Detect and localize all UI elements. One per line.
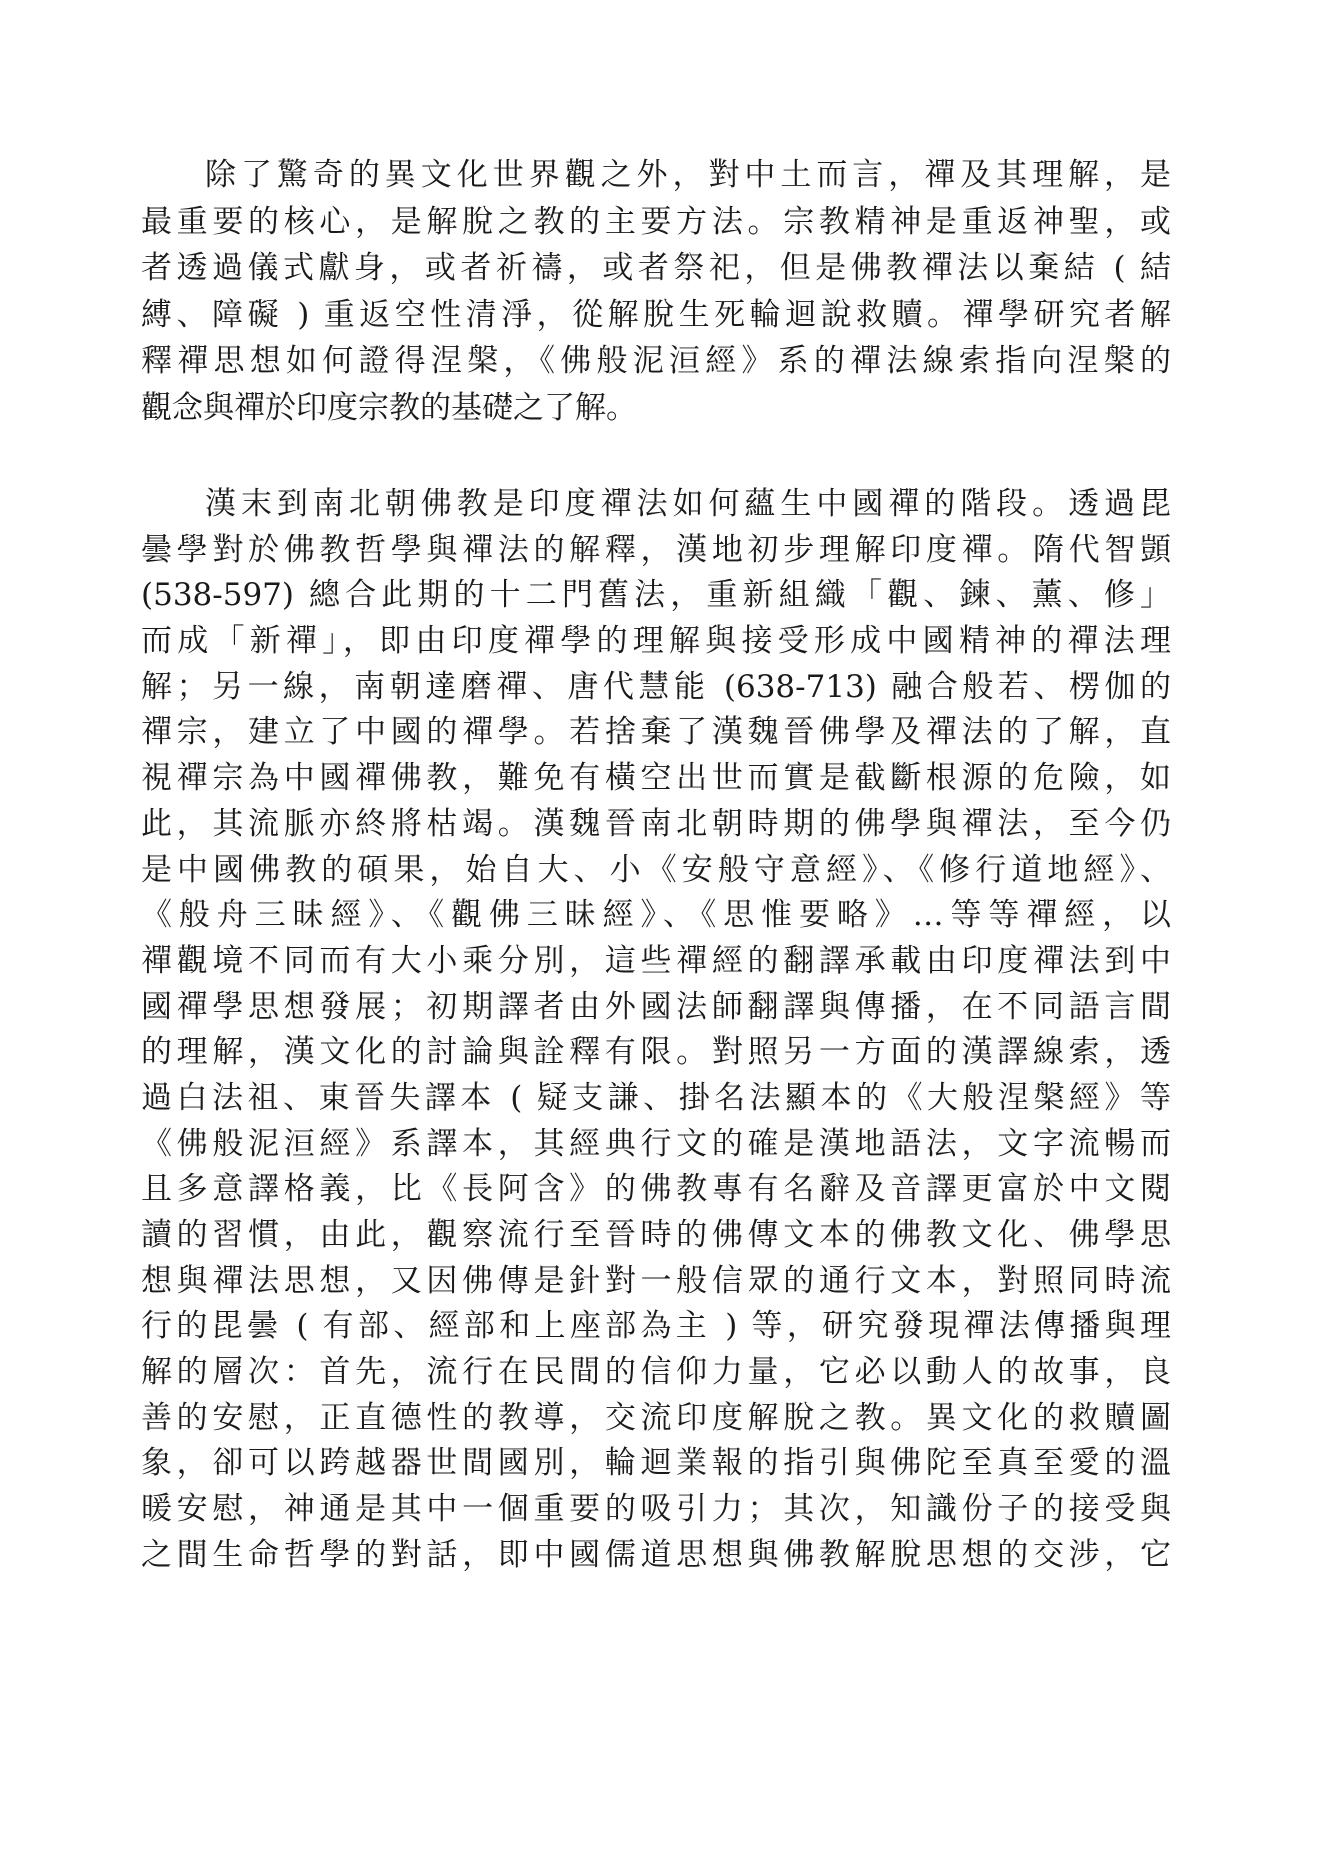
text-line: 是中國佛教的碩果，始自大、小《安般守意經》、《修行道地經》、 xyxy=(141,851,1171,888)
text-line: 禪宗，建立了中國的禪學。若捨棄了漢魏晉佛學及禪法的了解，直 xyxy=(141,714,1171,751)
text-line: 暖安慰，神通是其中一個重要的吸引力；其次，知識份子的接受與 xyxy=(141,1491,1171,1528)
text-line: 《佛般泥洹經》系譯本，其經典行文的確是漢地語法，文字流暢而 xyxy=(141,1125,1171,1162)
text-line: 國禪學思想發展；初期譯者由外國法師翻譯與傳播，在不同語言間 xyxy=(141,988,1171,1025)
text-line: 最重要的核心，是解脫之教的主要方法。宗教精神是重返神聖，或 xyxy=(141,203,1171,240)
text-line: 善的安慰，正直德性的教導，交流印度解脫之教。異文化的救贖圖 xyxy=(141,1399,1171,1436)
text-line: 的理解，漢文化的討論與詮釋有限。對照另一方面的漢譯線索，透 xyxy=(141,1034,1171,1071)
text-line: 曇學對於佛教哲學與禪法的解釋，漢地初步理解印度禪。隋代智顗 xyxy=(141,531,1171,568)
text-line: 者透過儀式獻身，或者祈禱，或者祭祀，但是佛教禪法以棄結 ( 結 xyxy=(141,250,1171,286)
text-line: 此，其流脈亦終將枯竭。漢魏晉南北朝時期的佛學與禪法，至今仍 xyxy=(141,805,1171,842)
text-line: 漢末到南北朝佛教是印度禪法如何蘊生中國禪的階段。透過毘 xyxy=(205,486,1171,522)
text-line: 讀的習慣，由此，觀察流行至晉時的佛傳文本的佛教文化、佛學思 xyxy=(141,1217,1171,1253)
text-line: 除了驚奇的異文化世界觀之外，對中土而言，禪及其理解，是 xyxy=(205,157,1171,193)
text-line: 解的層次：首先，流行在民間的信仰力量，它必以動人的故事，良 xyxy=(141,1354,1171,1391)
paragraph-2 xyxy=(141,482,1171,1579)
text-line: 而成「新禪」，即由印度禪學的理解與接受形成中國精神的禪法理 xyxy=(141,623,1171,660)
text-line: 行的毘曇 ( 有部、經部和上座部為主 ) 等，研究發現禪法傳播與理 xyxy=(141,1308,1171,1345)
text-line: 且多意譯格義，比《長阿含》的佛教專有名辭及音譯更富於中文閱 xyxy=(141,1171,1171,1208)
text-line: 視禪宗為中國禪佛教，難免有橫空出世而實是截斷根源的危險，如 xyxy=(141,760,1171,797)
text-line: 過白法祖、東晉失譯本 ( 疑支謙、掛名法顯本的《大般涅槃經》等 xyxy=(141,1079,1171,1116)
paragraph-1 xyxy=(141,152,1171,431)
text-line: 《般舟三昧經》、《觀佛三昧經》、《思惟要略》…等等禪經，以 xyxy=(141,897,1171,934)
text-line: 之間生命哲學的對話，即中國儒道思想與佛教解脫思想的交涉，它 xyxy=(141,1536,1171,1573)
text-line: (538-597) 總合此期的十二門舊法，重新組織「觀、鍊、薰、修」 xyxy=(141,577,1171,614)
text-line: 禪觀境不同而有大小乘分別，這些禪經的翻譯承載由印度禪法到中 xyxy=(141,942,1171,979)
text-line: 縛、障礙 ) 重返空性清淨，從解脫生死輪迴說救贖。禪學研究者解 xyxy=(141,296,1171,333)
text-line: 想與禪法思想，又因佛傳是針對一般信眾的通行文本，對照同時流 xyxy=(141,1262,1171,1299)
text-line: 釋禪思想如何證得涅槃，《佛般泥洹經》系的禪法線索指向涅槃的 xyxy=(141,343,1171,379)
text-line: 象，卻可以跨越器世間國別，輪迴業報的指引與佛陀至真至愛的溫 xyxy=(141,1445,1171,1482)
text-line: 解；另一線，南朝達磨禪、唐代慧能 (638-713) 融合般若、楞伽的 xyxy=(141,668,1171,705)
text-line: 觀念與禪於印度宗教的基礎之了解。 xyxy=(141,389,637,426)
